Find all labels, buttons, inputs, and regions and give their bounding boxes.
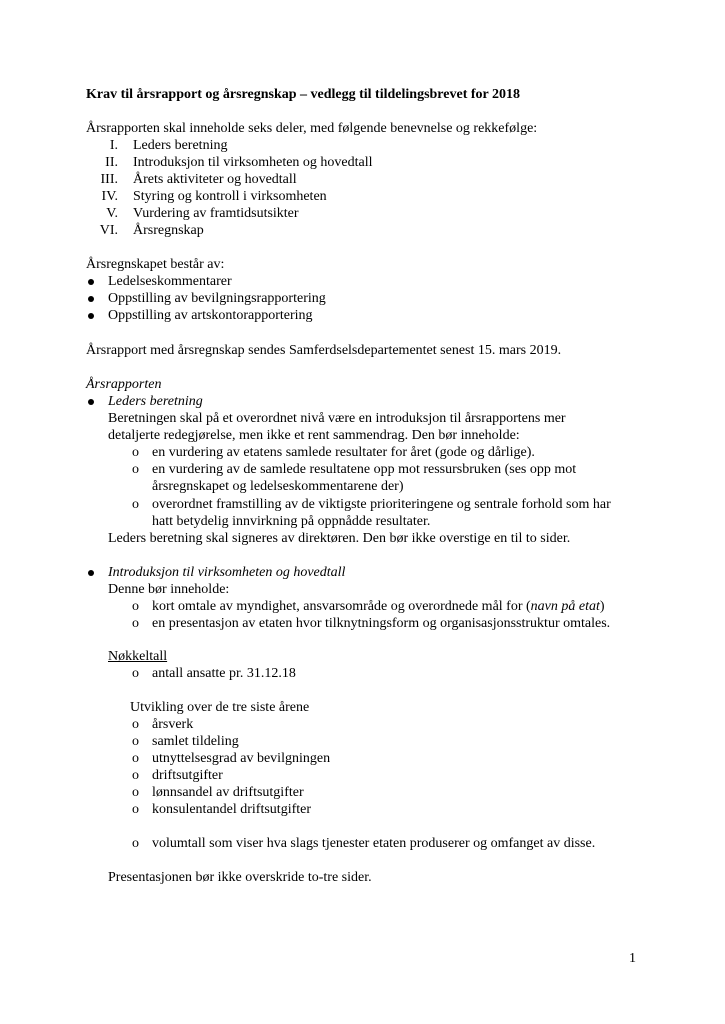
- circle-bullet-icon: o: [132, 768, 139, 783]
- list-item: lønnsandel av driftsutgifter: [152, 785, 304, 800]
- list-item: samlet tildeling: [152, 734, 239, 749]
- leader-sign-text: Leders beretning skal signeres av direktøren. Den bør ikke overstige en til to sider.: [108, 531, 571, 546]
- list-item: Oppstilling av artskontorapportering: [108, 308, 313, 323]
- list-item: volumtall som viser hva slags tjenester etaten produserer og omfanget av disse.: [152, 836, 596, 851]
- bullet-icon: [88, 570, 94, 576]
- list-item: Ledelseskommentarer: [108, 274, 232, 289]
- roman-numeral: IV.: [101, 189, 118, 204]
- circle-bullet-icon: o: [132, 599, 139, 614]
- bullet-icon: [88, 399, 94, 405]
- document-title: Krav til årsrapport og årsregnskap – vedlegg til tildelingsbrevet for 2018: [86, 87, 520, 102]
- circle-bullet-icon: o: [132, 445, 139, 460]
- list-item: konsulentandel driftsutgifter: [152, 802, 312, 817]
- list-item: en vurdering av de samlede resultatene opp mot ressursbruken (ses opp mot: [152, 462, 577, 477]
- list-item: Oppstilling av bevilgningsrapportering: [108, 291, 326, 306]
- list-item: årsregnskapet og ledelseskommentarene der): [152, 479, 404, 494]
- part-label: Årsregnskap: [133, 223, 204, 238]
- presentation-text: Presentasjonen bør ikke overskride to-tre sider.: [108, 870, 372, 885]
- circle-bullet-icon: o: [132, 666, 139, 681]
- deadline-text: Årsrapport med årsregnskap sendes Samferdselsdepartementet senest 15. mars 2019.: [86, 343, 562, 358]
- key-figures-heading: Nøkkeltall: [108, 649, 168, 664]
- part-label: Introduksjon til virksomheten og hovedtall: [133, 155, 373, 170]
- circle-bullet-icon: o: [132, 836, 139, 851]
- circle-bullet-icon: o: [132, 751, 139, 766]
- part-label: Styring og kontroll i virksomheten: [133, 189, 327, 204]
- roman-numeral: VI.: [99, 223, 118, 238]
- circle-bullet-icon: o: [132, 802, 139, 817]
- leader-text: Beretningen skal på et overordnet nivå være en introduksjon til årsrapportens mer: [108, 411, 566, 426]
- part-label: Vurdering av framtidsutsikter: [133, 206, 299, 221]
- circle-bullet-icon: o: [132, 462, 139, 477]
- roman-numeral: II.: [105, 155, 118, 170]
- section-heading: Årsrapporten: [86, 377, 162, 392]
- leader-heading: Leders beretning: [108, 394, 203, 409]
- circle-bullet-icon: o: [132, 717, 139, 732]
- roman-numeral: I.: [109, 138, 118, 153]
- bullet-icon: [88, 313, 94, 319]
- part-label: Årets aktiviteter og hovedtall: [133, 172, 297, 187]
- intro-section-heading: Introduksjon til virksomheten og hovedtall: [108, 565, 346, 580]
- list-item: driftsutgifter: [152, 768, 223, 783]
- circle-bullet-icon: o: [132, 497, 139, 512]
- list-item: overordnet framstilling av de viktigste prioriteringene og sentrale forhold som har: [152, 497, 611, 512]
- bullet-icon: [88, 296, 94, 302]
- leader-text: detaljerte redegjørelse, men ikke et rent sammendrag. Den bør inneholde:: [108, 428, 520, 443]
- roman-numeral: V.: [106, 206, 118, 221]
- circle-bullet-icon: o: [132, 734, 139, 749]
- accounts-intro: Årsregnskapet består av:: [86, 257, 225, 272]
- list-item: antall ansatte pr. 31.12.18: [152, 666, 296, 681]
- list-item: en presentasjon av etaten hvor tilknytningsform og organisasjonsstruktur omtales.: [152, 616, 611, 631]
- bullet-icon: [88, 279, 94, 285]
- circle-bullet-icon: o: [132, 616, 139, 631]
- list-item: utnyttelsesgrad av bevilgningen: [152, 751, 331, 766]
- intro-text: Årsrapporten skal inneholde seks deler, med følgende benevnelse og rekkefølge:: [86, 121, 538, 136]
- circle-bullet-icon: o: [132, 785, 139, 800]
- trend-heading: Utvikling over de tre siste årene: [130, 700, 310, 715]
- list-item: årsverk: [152, 717, 194, 732]
- roman-numeral: III.: [100, 172, 118, 187]
- list-item: hatt betydelig innvirkning på oppnådde resultater.: [152, 514, 431, 529]
- intro-contains-text: Denne bør inneholde:: [108, 582, 230, 597]
- part-label: Leders beretning: [133, 138, 228, 153]
- page-number: 1: [629, 951, 636, 966]
- list-item: kort omtale av myndighet, ansvarsområde og overordnede mål for (navn på etat): [152, 599, 605, 614]
- list-item: en vurdering av etatens samlede resultater for året (gode og dårlige).: [152, 445, 535, 460]
